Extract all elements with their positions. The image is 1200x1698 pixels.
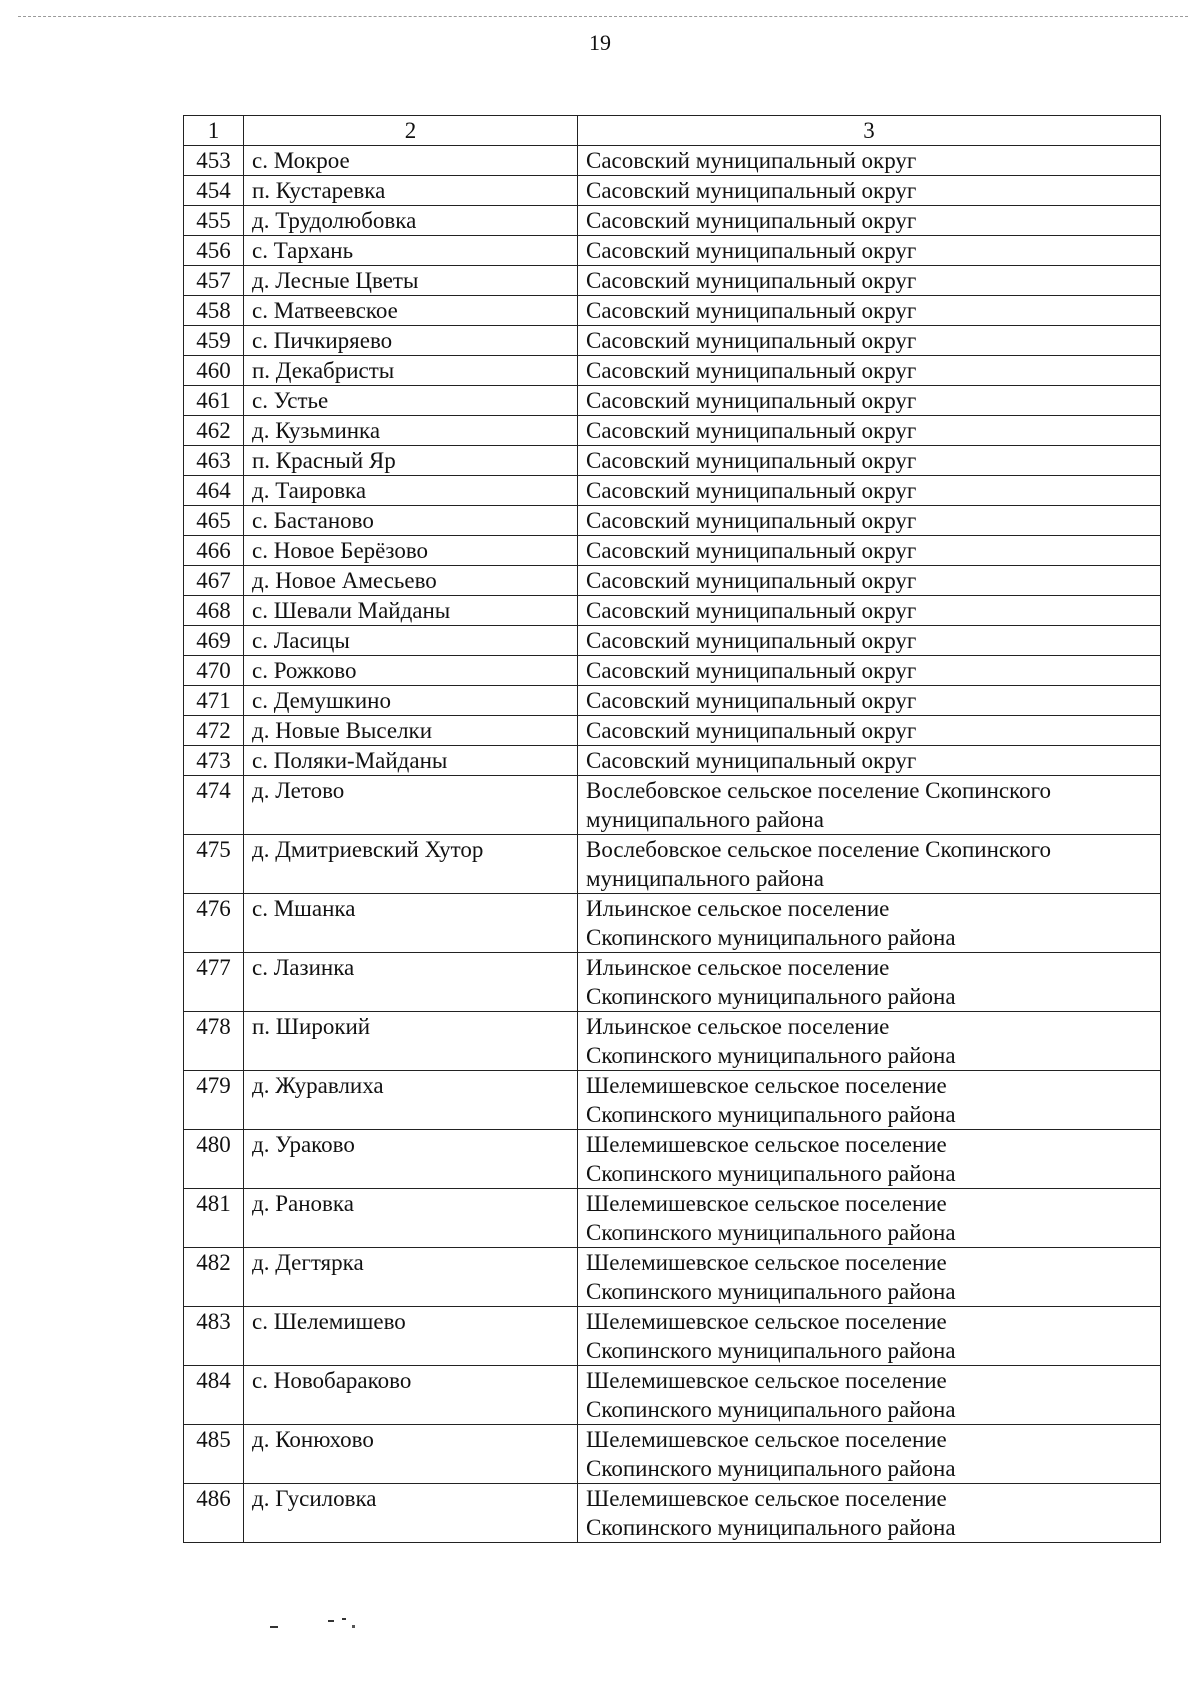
- municipality-cell: [578, 746, 1161, 776]
- settlement-name-cell: д. Лесные Цветы: [244, 266, 578, 296]
- municipality-cell: [578, 1071, 1161, 1130]
- settlement-name-cell: с. Рожково: [244, 656, 578, 686]
- municipality-line-1: Сасовский муниципальный округ: [586, 478, 917, 503]
- settlement-name-cell: д. Ураково: [244, 1130, 578, 1189]
- table-row: [184, 506, 1161, 536]
- settlement-name-cell: с. Пичкиряево: [244, 326, 578, 356]
- row-number-cell: 484: [184, 1366, 244, 1425]
- page-number: 19: [589, 30, 611, 55]
- municipality-line-2: Скопинского муниципального района: [586, 925, 956, 950]
- municipality-line-2: муниципального района: [586, 807, 824, 832]
- municipality-line-1: Шелемишевское сельское поселение: [586, 1427, 947, 1452]
- settlement-name-cell: с. Новобараково: [244, 1366, 578, 1425]
- municipality-cell: [578, 1189, 1161, 1248]
- municipality-line-2: Скопинского муниципального района: [586, 1397, 956, 1422]
- table-row: [184, 236, 1161, 266]
- table-row: [184, 596, 1161, 626]
- municipality-cell: [578, 476, 1161, 506]
- municipality-cell: [578, 686, 1161, 716]
- municipality-line-1: Вослебовское сельское поселение Скопинского: [586, 837, 1051, 862]
- settlement-name-cell: д. Журавлиха: [244, 1071, 578, 1130]
- settlement-name-cell: с. Мокрое: [244, 146, 578, 176]
- settlement-name-cell: д. Летово: [244, 776, 578, 835]
- municipality-line-1: Вослебовское сельское поселение Скопинского: [586, 778, 1051, 803]
- row-number-cell: 457: [184, 266, 244, 296]
- settlement-name-cell: д. Дегтярка: [244, 1248, 578, 1307]
- scan-edge-line: [18, 16, 1188, 17]
- table-row: [184, 206, 1161, 236]
- municipality-cell: [578, 1366, 1161, 1425]
- row-number-cell: 475: [184, 835, 244, 894]
- municipality-line-1: Сасовский муниципальный округ: [586, 568, 917, 593]
- municipality-line-2: Скопинского муниципального района: [586, 1102, 956, 1127]
- row-number-cell: 458: [184, 296, 244, 326]
- municipality-line-1: Сасовский муниципальный округ: [586, 598, 917, 623]
- municipality-line-1: Шелемишевское сельское поселение: [586, 1132, 947, 1157]
- municipality-line-1: Сасовский муниципальный округ: [586, 388, 917, 413]
- municipality-cell: [578, 446, 1161, 476]
- header-col-2: 2: [244, 116, 578, 146]
- settlement-name-cell: с. Ласицы: [244, 626, 578, 656]
- table-row: [184, 776, 1161, 835]
- settlements-table-container: [183, 115, 1161, 1543]
- table-row: [184, 356, 1161, 386]
- settlement-name-cell: д. Новые Выселки: [244, 716, 578, 746]
- table-row: [184, 1307, 1161, 1366]
- settlement-name-cell: д. Трудолюбовка: [244, 206, 578, 236]
- municipality-cell: [578, 566, 1161, 596]
- municipality-line-1: Сасовский муниципальный округ: [586, 148, 917, 173]
- municipality-line-1: Сасовский муниципальный округ: [586, 628, 917, 653]
- row-number-cell: 486: [184, 1484, 244, 1543]
- table-row: [184, 326, 1161, 356]
- settlements-table: [183, 115, 1161, 1543]
- municipality-cell: [578, 386, 1161, 416]
- table-row: [184, 1071, 1161, 1130]
- settlement-name-cell: п. Красный Яр: [244, 446, 578, 476]
- table-row: [184, 296, 1161, 326]
- settlement-name-cell: д. Гусиловка: [244, 1484, 578, 1543]
- settlement-name-cell: д. Рановка: [244, 1189, 578, 1248]
- table-row: [184, 446, 1161, 476]
- settlement-name-cell: с. Тархань: [244, 236, 578, 266]
- municipality-line-1: Шелемишевское сельское поселение: [586, 1073, 947, 1098]
- municipality-cell: [578, 206, 1161, 236]
- row-number-cell: 455: [184, 206, 244, 236]
- table-row: [184, 386, 1161, 416]
- speck: [328, 1620, 334, 1622]
- settlement-name-cell: п. Широкий: [244, 1012, 578, 1071]
- settlement-name-cell: с. Новое Берёзово: [244, 536, 578, 566]
- table-row: [184, 626, 1161, 656]
- municipality-line-2: муниципального района: [586, 866, 824, 891]
- municipality-line-1: Ильинское сельское поселение: [586, 1014, 890, 1039]
- row-number-cell: 466: [184, 536, 244, 566]
- table-row: [184, 716, 1161, 746]
- municipality-cell: [578, 536, 1161, 566]
- municipality-cell: [578, 176, 1161, 206]
- table-row: [184, 1130, 1161, 1189]
- municipality-cell: [578, 356, 1161, 386]
- row-number-cell: 473: [184, 746, 244, 776]
- row-number-cell: 472: [184, 716, 244, 746]
- settlement-name-cell: с. Мшанка: [244, 894, 578, 953]
- municipality-cell: [578, 835, 1161, 894]
- municipality-line-1: Сасовский муниципальный округ: [586, 268, 917, 293]
- municipality-cell: [578, 236, 1161, 266]
- municipality-cell: [578, 506, 1161, 536]
- row-number-cell: 467: [184, 566, 244, 596]
- settlement-name-cell: п. Декабристы: [244, 356, 578, 386]
- municipality-line-1: Ильинское сельское поселение: [586, 955, 890, 980]
- municipality-line-2: Скопинского муниципального района: [586, 1220, 956, 1245]
- table-row: [184, 266, 1161, 296]
- municipality-line-1: Шелемишевское сельское поселение: [586, 1250, 947, 1275]
- row-number-cell: 462: [184, 416, 244, 446]
- municipality-line-1: Сасовский муниципальный округ: [586, 748, 917, 773]
- row-number-cell: 471: [184, 686, 244, 716]
- municipality-cell: [578, 1130, 1161, 1189]
- settlement-name-cell: д. Таировка: [244, 476, 578, 506]
- municipality-line-2: Скопинского муниципального района: [586, 1456, 956, 1481]
- settlement-name-cell: д. Конюхово: [244, 1425, 578, 1484]
- row-number-cell: 479: [184, 1071, 244, 1130]
- settlement-name-cell: д. Дмитриевский Хутор: [244, 835, 578, 894]
- settlement-name-cell: с. Матвеевское: [244, 296, 578, 326]
- municipality-line-2: Скопинского муниципального района: [586, 1043, 956, 1068]
- table-row: [184, 146, 1161, 176]
- table-row: [184, 656, 1161, 686]
- municipality-cell: [578, 146, 1161, 176]
- municipality-line-1: Сасовский муниципальный округ: [586, 448, 917, 473]
- municipality-line-1: Шелемишевское сельское поселение: [586, 1368, 947, 1393]
- row-number-cell: 460: [184, 356, 244, 386]
- municipality-line-1: Сасовский муниципальный округ: [586, 178, 917, 203]
- settlement-name-cell: с. Демушкино: [244, 686, 578, 716]
- municipality-cell: [578, 776, 1161, 835]
- settlement-name-cell: с. Шелемишево: [244, 1307, 578, 1366]
- municipality-cell: [578, 894, 1161, 953]
- municipality-line-1: Сасовский муниципальный округ: [586, 508, 917, 533]
- row-number-cell: 485: [184, 1425, 244, 1484]
- municipality-line-1: Сасовский муниципальный округ: [586, 328, 917, 353]
- municipality-line-1: Шелемишевское сельское поселение: [586, 1486, 947, 1511]
- row-number-cell: 476: [184, 894, 244, 953]
- municipality-cell: [578, 296, 1161, 326]
- table-row: [184, 953, 1161, 1012]
- row-number-cell: 468: [184, 596, 244, 626]
- speck: [352, 1625, 355, 1628]
- header-col-3: 3: [578, 116, 1161, 146]
- settlement-name-cell: с. Шевали Майданы: [244, 596, 578, 626]
- row-number-cell: 477: [184, 953, 244, 1012]
- table-row: [184, 1189, 1161, 1248]
- municipality-line-1: Сасовский муниципальный округ: [586, 718, 917, 743]
- settlement-name-cell: с. Поляки-Майданы: [244, 746, 578, 776]
- row-number-cell: 465: [184, 506, 244, 536]
- municipality-cell: [578, 1307, 1161, 1366]
- table-header-row: [184, 116, 1161, 146]
- municipality-line-1: Сасовский муниципальный округ: [586, 418, 917, 443]
- table-row: [184, 894, 1161, 953]
- municipality-cell: [578, 1012, 1161, 1071]
- municipality-line-2: Скопинского муниципального района: [586, 984, 956, 1009]
- municipality-cell: [578, 626, 1161, 656]
- row-number-cell: 480: [184, 1130, 244, 1189]
- table-row: [184, 416, 1161, 446]
- table-row: [184, 1425, 1161, 1484]
- table-row: [184, 686, 1161, 716]
- row-number-cell: 474: [184, 776, 244, 835]
- table-row: [184, 1484, 1161, 1543]
- table-row: [184, 746, 1161, 776]
- table-row: [184, 1248, 1161, 1307]
- row-number-cell: 459: [184, 326, 244, 356]
- municipality-cell: [578, 266, 1161, 296]
- municipality-cell: [578, 596, 1161, 626]
- municipality-line-1: Сасовский муниципальный округ: [586, 688, 917, 713]
- table-row: [184, 1366, 1161, 1425]
- municipality-line-1: Сасовский муниципальный округ: [586, 298, 917, 323]
- municipality-cell: [578, 953, 1161, 1012]
- table-row: [184, 566, 1161, 596]
- municipality-line-2: Скопинского муниципального района: [586, 1338, 956, 1363]
- row-number-cell: 456: [184, 236, 244, 266]
- settlement-name-cell: с. Устье: [244, 386, 578, 416]
- municipality-line-1: Шелемишевское сельское поселение: [586, 1309, 947, 1334]
- municipality-line-1: Ильинское сельское поселение: [586, 896, 890, 921]
- row-number-cell: 478: [184, 1012, 244, 1071]
- settlement-name-cell: д. Новое Амесьево: [244, 566, 578, 596]
- municipality-line-1: Сасовский муниципальный округ: [586, 538, 917, 563]
- table-row: [184, 536, 1161, 566]
- municipality-line-1: Сасовский муниципальный округ: [586, 208, 917, 233]
- table-row: [184, 835, 1161, 894]
- settlement-name-cell: с. Лазинка: [244, 953, 578, 1012]
- municipality-cell: [578, 1425, 1161, 1484]
- municipality-cell: [578, 326, 1161, 356]
- municipality-cell: [578, 416, 1161, 446]
- speck: [270, 1626, 278, 1628]
- row-number-cell: 483: [184, 1307, 244, 1366]
- row-number-cell: 464: [184, 476, 244, 506]
- municipality-line-1: Сасовский муниципальный округ: [586, 238, 917, 263]
- header-col-1: 1: [184, 116, 244, 146]
- scan-specks-decoration: [270, 1600, 430, 1640]
- settlement-name-cell: д. Кузьминка: [244, 416, 578, 446]
- municipality-line-1: Сасовский муниципальный округ: [586, 358, 917, 383]
- municipality-cell: [578, 1484, 1161, 1543]
- row-number-cell: 453: [184, 146, 244, 176]
- row-number-cell: 469: [184, 626, 244, 656]
- row-number-cell: 461: [184, 386, 244, 416]
- municipality-line-2: Скопинского муниципального района: [586, 1515, 956, 1540]
- settlement-name-cell: с. Бастаново: [244, 506, 578, 536]
- municipality-line-2: Скопинского муниципального района: [586, 1161, 956, 1186]
- municipality-line-2: Скопинского муниципального района: [586, 1279, 956, 1304]
- table-row: [184, 176, 1161, 206]
- municipality-cell: [578, 656, 1161, 686]
- table-row: [184, 1012, 1161, 1071]
- row-number-cell: 454: [184, 176, 244, 206]
- row-number-cell: 463: [184, 446, 244, 476]
- row-number-cell: 482: [184, 1248, 244, 1307]
- row-number-cell: 470: [184, 656, 244, 686]
- table-row: [184, 476, 1161, 506]
- row-number-cell: 481: [184, 1189, 244, 1248]
- municipality-line-1: Шелемишевское сельское поселение: [586, 1191, 947, 1216]
- municipality-cell: [578, 1248, 1161, 1307]
- speck: [342, 1618, 346, 1620]
- table-body: [184, 146, 1161, 1543]
- settlement-name-cell: п. Кустаревка: [244, 176, 578, 206]
- municipality-cell: [578, 716, 1161, 746]
- municipality-line-1: Сасовский муниципальный округ: [586, 658, 917, 683]
